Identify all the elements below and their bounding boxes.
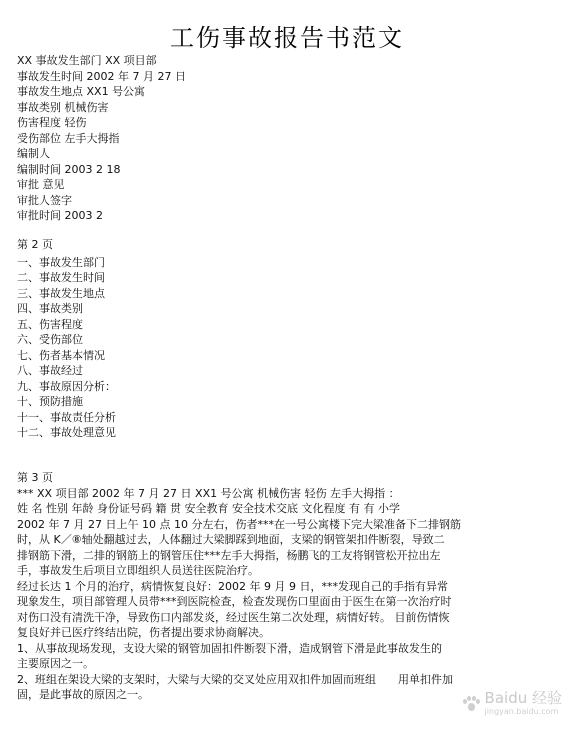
header-field-line: XX 事故发生部门 XX 项目部 — [17, 54, 157, 67]
body-text-line: 现象发生，项目部管理人员带***到医院检查，检查发现伤口里面由于医生在第一次治疗时 — [17, 595, 452, 608]
body-text-line: 2、班组在架设大梁的支架时，大梁与大梁的交叉处应用双扣件加固而班组 用单扣件加 — [17, 672, 453, 686]
watermark-subtext: jingyan.baidu.com — [484, 707, 559, 716]
paw-logo-icon — [461, 695, 481, 715]
toc-item: 五、伤害程度 — [17, 317, 83, 331]
header-field-line: 审批时间 2003 2 — [17, 209, 103, 222]
toc-item: 八、事故经过 — [17, 364, 83, 377]
header-field-line: 受伤部位 左手大拇指 — [17, 131, 120, 145]
header-field-line: 伤害程度 轻伤 — [17, 116, 87, 129]
body-text-line: 经过长达 1 个月的治疗，病情恢复良好：2002 年 9 月 9 日，***发现自己的手指有异常 — [17, 579, 448, 593]
page3-heading: 第 3 页 — [17, 471, 53, 484]
toc-item: 六、受伤部位 — [17, 333, 83, 346]
header-field-line: 事故发生地点 XX1 号公寓 — [17, 85, 146, 98]
body-text-line: 姓 名 性别 年龄 身份证号码 籍 贯 安全教育 安全技术交底 文化程度 有 有 小学 — [17, 502, 400, 515]
toc-item: 一、事故发生部门 — [17, 255, 105, 269]
header-field-line: 编制人 — [17, 147, 50, 160]
toc-item: 十二、事故处理意见 — [17, 426, 116, 439]
header-field-line: 编制时间 2003 2 18 — [17, 162, 121, 176]
body-text-line: 主要原因之一。 — [17, 657, 94, 670]
toc-item: 二、事故发生时间 — [17, 271, 105, 284]
watermark-text: Baidu 经验 — [484, 689, 562, 707]
body-text-line: 手，事故发生后项目立即组织人员送往医院治疗。 — [17, 564, 259, 577]
header-fields — [17, 53, 562, 224]
toc-item: 九、事故原因分析： — [17, 379, 116, 393]
document-title: 工伤事故报告书范文 — [170, 24, 404, 52]
body-text-line: 复良好并已医疗终结出院，伤者提出要求协商解决。 — [17, 626, 270, 639]
header-field-line: 事故发生时间 2002 年 7 月 27 日 — [17, 69, 186, 83]
baidu-watermark — [461, 691, 562, 719]
header-field-line: 审批人签字 — [17, 193, 72, 207]
body-text-line: 对伤口没有清洗干净，导致伤口内部发炎，经过医生第二次处理，病情好转。 目前伤情恢 — [17, 610, 450, 624]
body-text-line: 排钢筋下滑，二排的钢筋上的钢管压住***左手大拇指，杨鹏飞的工友将钢管松开拉出左 — [17, 548, 441, 562]
header-field-line: 事故类别 机械伤害 — [17, 100, 109, 114]
toc-item: 十、预防措施 — [17, 395, 83, 408]
body-text-line: *** XX 项目部 2002 年 7 月 27 日 XX1 号公寓 机械伤害 轻伤 左手大拇指 ： — [17, 486, 400, 500]
toc-item: 十一、事故责任分析 — [17, 410, 116, 424]
body-text-line: 时，从 K／⑧轴处翻越过去，人体翻过大梁脚踩到地面，支梁的钢管架扣件断裂，导致二 — [17, 533, 445, 546]
body-text-line: 固，是此事故的原因之一。 — [17, 688, 149, 701]
toc-item: 三、事故发生地点 — [17, 286, 105, 300]
toc-item: 七、伤者基本情况 — [17, 348, 105, 362]
body-text-line: 1、从事故现场发现，支设大梁的钢管加固扣件断裂下滑，造成钢管下滑是此事故发生的 — [17, 641, 442, 655]
header-field-line: 审批 意见 — [17, 178, 65, 191]
page2-section — [17, 237, 562, 441]
toc-item: 四、事故类别 — [17, 302, 83, 315]
page3-section — [17, 470, 562, 707]
page2-heading: 第 2 页 — [17, 238, 53, 251]
body-text-line: 2002 年 7 月 27 日上午 10 点 10 分左右，伤者***在一号公寓楼下完大梁准备下二排钢筋 — [17, 517, 461, 531]
